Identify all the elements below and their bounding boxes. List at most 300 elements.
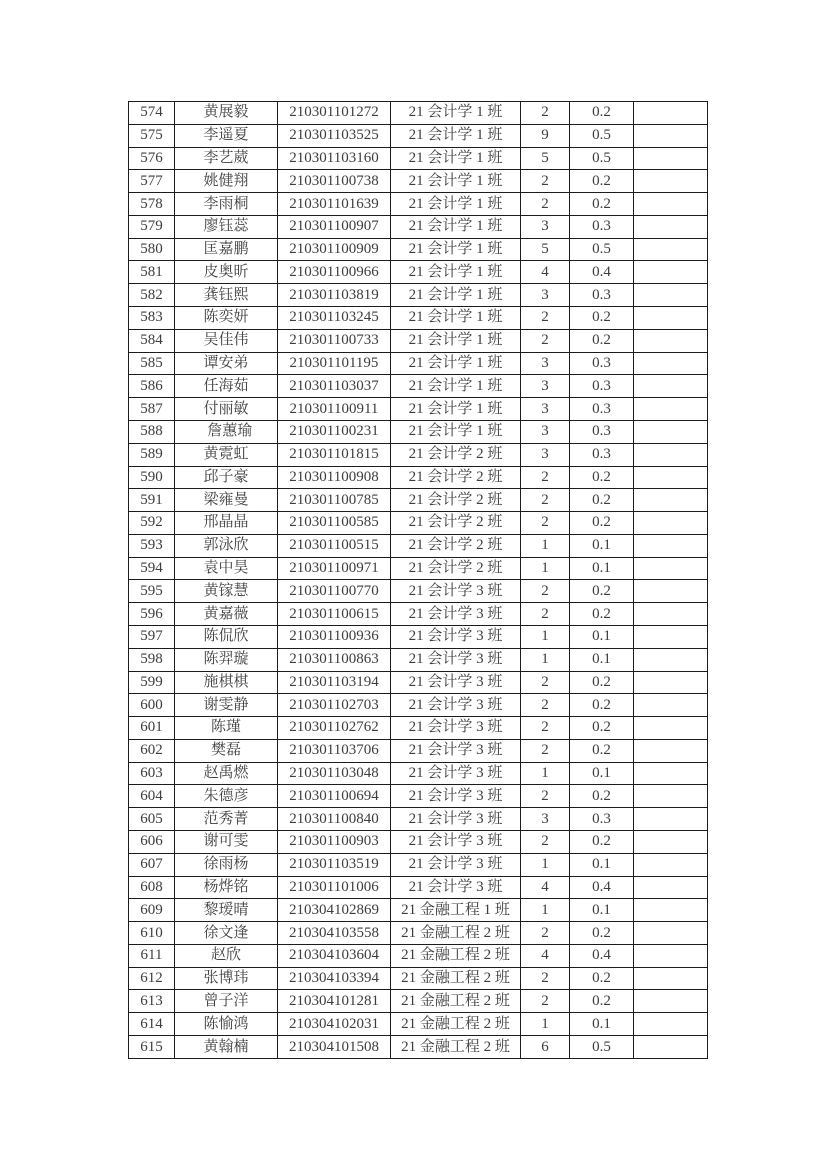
table-row: [129, 762, 708, 785]
cell-score: 0.2: [570, 603, 634, 626]
cell-class: 21 会计学 2 班: [391, 443, 521, 466]
cell-score: 0.2: [570, 831, 634, 854]
cell-index: 595: [129, 580, 175, 603]
table-row: [129, 352, 708, 375]
cell-class: 21 会计学 1 班: [391, 147, 521, 170]
cell-student-id: 210301101006: [278, 876, 391, 899]
table-row: [129, 580, 708, 603]
table-row: [129, 534, 708, 557]
cell-name: 付丽敏: [175, 398, 278, 421]
cell-count: 3: [521, 808, 570, 831]
cell-count: 1: [521, 625, 570, 648]
cell-blank: [634, 443, 708, 466]
cell-name: 李雨桐: [175, 193, 278, 216]
cell-class: 21 会计学 1 班: [391, 398, 521, 421]
cell-blank: [634, 215, 708, 238]
cell-score: 0.1: [570, 762, 634, 785]
cell-student-id: 210301103160: [278, 147, 391, 170]
cell-score: 0.1: [570, 625, 634, 648]
table-row: [129, 990, 708, 1013]
cell-student-id: 210301103519: [278, 853, 391, 876]
cell-score: 0.2: [570, 466, 634, 489]
cell-score: 0.1: [570, 1013, 634, 1036]
cell-student-id: 210304103558: [278, 922, 391, 945]
cell-index: 612: [129, 967, 175, 990]
cell-index: 607: [129, 853, 175, 876]
cell-score: 0.4: [570, 876, 634, 899]
cell-index: 602: [129, 739, 175, 762]
cell-count: 2: [521, 466, 570, 489]
cell-count: 1: [521, 557, 570, 580]
cell-count: 2: [521, 739, 570, 762]
cell-name: 朱德彦: [175, 785, 278, 808]
cell-count: 2: [521, 580, 570, 603]
cell-name: 范秀菁: [175, 808, 278, 831]
cell-name: 邱子豪: [175, 466, 278, 489]
cell-count: 2: [521, 170, 570, 193]
cell-score: 0.2: [570, 990, 634, 1013]
table-row: [129, 648, 708, 671]
table-row: [129, 193, 708, 216]
cell-score: 0.2: [570, 512, 634, 535]
cell-score: 0.5: [570, 147, 634, 170]
table-row: [129, 831, 708, 854]
cell-blank: [634, 398, 708, 421]
cell-name: 黄嘉薇: [175, 603, 278, 626]
cell-name: 陈愉鸿: [175, 1013, 278, 1036]
cell-blank: [634, 625, 708, 648]
cell-name: 杨烨铭: [175, 876, 278, 899]
cell-blank: [634, 352, 708, 375]
cell-class: 21 会计学 3 班: [391, 603, 521, 626]
cell-index: 578: [129, 193, 175, 216]
cell-name: 梁雍曼: [175, 489, 278, 512]
cell-student-id: 210301102703: [278, 694, 391, 717]
cell-student-id: 210301103245: [278, 307, 391, 330]
cell-student-id: 210304102031: [278, 1013, 391, 1036]
cell-class: 21 会计学 1 班: [391, 102, 521, 125]
cell-name: 龚钰熙: [175, 284, 278, 307]
cell-score: 0.2: [570, 694, 634, 717]
table-row: [129, 922, 708, 945]
cell-index: 592: [129, 512, 175, 535]
cell-name: 詹蕙瑜: [175, 420, 278, 443]
cell-count: 5: [521, 147, 570, 170]
cell-score: 0.4: [570, 944, 634, 967]
cell-name: 黄霓虹: [175, 443, 278, 466]
cell-index: 575: [129, 124, 175, 147]
cell-index: 605: [129, 808, 175, 831]
cell-class: 21 会计学 3 班: [391, 580, 521, 603]
table-row: [129, 671, 708, 694]
cell-count: 2: [521, 831, 570, 854]
cell-student-id: 210304103394: [278, 967, 391, 990]
cell-name: 樊磊: [175, 739, 278, 762]
cell-blank: [634, 990, 708, 1013]
cell-score: 0.2: [570, 102, 634, 125]
cell-score: 0.2: [570, 329, 634, 352]
cell-student-id: 210301101195: [278, 352, 391, 375]
cell-student-id: 210301100907: [278, 215, 391, 238]
cell-blank: [634, 1013, 708, 1036]
cell-student-id: 210301100694: [278, 785, 391, 808]
table-row: [129, 443, 708, 466]
cell-index: 606: [129, 831, 175, 854]
cell-blank: [634, 124, 708, 147]
table-row: [129, 808, 708, 831]
cell-score: 0.5: [570, 124, 634, 147]
cell-name: 徐雨杨: [175, 853, 278, 876]
cell-class: 21 会计学 3 班: [391, 739, 521, 762]
table-row: [129, 398, 708, 421]
cell-blank: [634, 808, 708, 831]
cell-class: 21 会计学 1 班: [391, 193, 521, 216]
table-row: [129, 853, 708, 876]
cell-class: 21 会计学 1 班: [391, 329, 521, 352]
cell-student-id: 210301101639: [278, 193, 391, 216]
cell-student-id: 210304103604: [278, 944, 391, 967]
cell-student-id: 210301103525: [278, 124, 391, 147]
cell-score: 0.1: [570, 557, 634, 580]
cell-blank: [634, 876, 708, 899]
cell-count: 3: [521, 375, 570, 398]
cell-blank: [634, 671, 708, 694]
cell-class: 21 金融工程 2 班: [391, 944, 521, 967]
cell-blank: [634, 580, 708, 603]
table-row: [129, 625, 708, 648]
table-row: [129, 170, 708, 193]
cell-score: 0.5: [570, 1036, 634, 1059]
cell-index: 615: [129, 1036, 175, 1059]
cell-count: 1: [521, 853, 570, 876]
table-row: [129, 238, 708, 261]
table-row: [129, 1013, 708, 1036]
cell-student-id: 210301100840: [278, 808, 391, 831]
cell-count: 9: [521, 124, 570, 147]
cell-blank: [634, 534, 708, 557]
cell-class: 21 会计学 1 班: [391, 261, 521, 284]
cell-name: 谭安弟: [175, 352, 278, 375]
table-row: [129, 102, 708, 125]
cell-student-id: 210301100936: [278, 625, 391, 648]
cell-name: 陈瑾: [175, 717, 278, 740]
cell-blank: [634, 193, 708, 216]
cell-index: 594: [129, 557, 175, 580]
cell-student-id: 210301103706: [278, 739, 391, 762]
cell-name: 廖钰蕊: [175, 215, 278, 238]
cell-name: 谢可雯: [175, 831, 278, 854]
table-row: [129, 967, 708, 990]
cell-index: 582: [129, 284, 175, 307]
cell-blank: [634, 420, 708, 443]
cell-blank: [634, 147, 708, 170]
cell-student-id: 210301100785: [278, 489, 391, 512]
cell-student-id: 210301100733: [278, 329, 391, 352]
cell-blank: [634, 329, 708, 352]
cell-count: 2: [521, 603, 570, 626]
cell-index: 574: [129, 102, 175, 125]
cell-blank: [634, 648, 708, 671]
cell-student-id: 210301103194: [278, 671, 391, 694]
cell-class: 21 金融工程 2 班: [391, 1036, 521, 1059]
cell-blank: [634, 762, 708, 785]
cell-student-id: 210304101281: [278, 990, 391, 1013]
cell-count: 2: [521, 307, 570, 330]
cell-class: 21 会计学 2 班: [391, 534, 521, 557]
cell-student-id: 210301103819: [278, 284, 391, 307]
table-row: [129, 739, 708, 762]
cell-name: 陈羿璇: [175, 648, 278, 671]
cell-student-id: 210301103048: [278, 762, 391, 785]
cell-blank: [634, 557, 708, 580]
cell-index: 581: [129, 261, 175, 284]
cell-count: 2: [521, 671, 570, 694]
cell-name: 赵禹燃: [175, 762, 278, 785]
table-row: [129, 147, 708, 170]
student-table-body: [129, 102, 708, 1059]
cell-name: 黄镓慧: [175, 580, 278, 603]
cell-blank: [634, 170, 708, 193]
cell-class: 21 会计学 3 班: [391, 694, 521, 717]
table-row: [129, 717, 708, 740]
cell-index: 598: [129, 648, 175, 671]
cell-class: 21 会计学 1 班: [391, 215, 521, 238]
cell-student-id: 210301100738: [278, 170, 391, 193]
cell-score: 0.2: [570, 739, 634, 762]
cell-index: 601: [129, 717, 175, 740]
cell-index: 596: [129, 603, 175, 626]
cell-score: 0.3: [570, 420, 634, 443]
table-row: [129, 603, 708, 626]
cell-blank: [634, 238, 708, 261]
table-row: [129, 489, 708, 512]
cell-count: 4: [521, 944, 570, 967]
cell-index: 611: [129, 944, 175, 967]
cell-class: 21 会计学 2 班: [391, 512, 521, 535]
cell-blank: [634, 853, 708, 876]
table-row: [129, 944, 708, 967]
cell-name: 陈奕妍: [175, 307, 278, 330]
cell-name: 施棋棋: [175, 671, 278, 694]
cell-name: 赵欣: [175, 944, 278, 967]
cell-blank: [634, 831, 708, 854]
cell-blank: [634, 717, 708, 740]
cell-name: 邢晶晶: [175, 512, 278, 535]
cell-blank: [634, 603, 708, 626]
cell-count: 2: [521, 785, 570, 808]
cell-class: 21 会计学 3 班: [391, 717, 521, 740]
cell-score: 0.1: [570, 853, 634, 876]
cell-blank: [634, 694, 708, 717]
cell-score: 0.3: [570, 375, 634, 398]
table-row: [129, 557, 708, 580]
cell-class: 21 金融工程 2 班: [391, 1013, 521, 1036]
cell-count: 1: [521, 1013, 570, 1036]
cell-class: 21 会计学 3 班: [391, 648, 521, 671]
cell-student-id: 210301100231: [278, 420, 391, 443]
cell-blank: [634, 284, 708, 307]
cell-class: 21 金融工程 2 班: [391, 990, 521, 1013]
cell-class: 21 会计学 3 班: [391, 876, 521, 899]
cell-student-id: 210301100615: [278, 603, 391, 626]
cell-score: 0.4: [570, 261, 634, 284]
cell-blank: [634, 375, 708, 398]
cell-score: 0.3: [570, 284, 634, 307]
cell-index: 608: [129, 876, 175, 899]
cell-class: 21 会计学 3 班: [391, 853, 521, 876]
cell-name: 黄翰楠: [175, 1036, 278, 1059]
cell-name: 陈侃欣: [175, 625, 278, 648]
cell-name: 匡嘉鹏: [175, 238, 278, 261]
cell-name: 张博玮: [175, 967, 278, 990]
cell-score: 0.2: [570, 170, 634, 193]
cell-student-id: 210301100585: [278, 512, 391, 535]
cell-student-id: 210301100770: [278, 580, 391, 603]
cell-count: 2: [521, 102, 570, 125]
cell-index: 597: [129, 625, 175, 648]
cell-score: 0.2: [570, 489, 634, 512]
cell-class: 21 会计学 1 班: [391, 238, 521, 261]
table-row: [129, 512, 708, 535]
cell-count: 6: [521, 1036, 570, 1059]
cell-score: 0.1: [570, 534, 634, 557]
cell-blank: [634, 899, 708, 922]
cell-class: 21 会计学 1 班: [391, 352, 521, 375]
cell-count: 3: [521, 215, 570, 238]
cell-student-id: 210301101815: [278, 443, 391, 466]
cell-blank: [634, 739, 708, 762]
cell-class: 21 会计学 3 班: [391, 671, 521, 694]
table-row: [129, 307, 708, 330]
cell-index: 599: [129, 671, 175, 694]
cell-score: 0.2: [570, 967, 634, 990]
cell-class: 21 金融工程 2 班: [391, 967, 521, 990]
cell-class: 21 会计学 1 班: [391, 124, 521, 147]
cell-class: 21 会计学 2 班: [391, 466, 521, 489]
cell-blank: [634, 944, 708, 967]
student-score-table: [128, 101, 708, 1059]
cell-blank: [634, 785, 708, 808]
table-row: [129, 261, 708, 284]
cell-score: 0.2: [570, 307, 634, 330]
cell-score: 0.3: [570, 352, 634, 375]
cell-index: 603: [129, 762, 175, 785]
table-row: [129, 694, 708, 717]
cell-class: 21 会计学 1 班: [391, 420, 521, 443]
cell-count: 3: [521, 398, 570, 421]
cell-index: 604: [129, 785, 175, 808]
cell-student-id: 210301102762: [278, 717, 391, 740]
cell-score: 0.2: [570, 193, 634, 216]
cell-name: 黄展毅: [175, 102, 278, 125]
cell-score: 0.2: [570, 922, 634, 945]
cell-score: 0.1: [570, 899, 634, 922]
cell-count: 4: [521, 261, 570, 284]
cell-name: 徐文逢: [175, 922, 278, 945]
cell-count: 2: [521, 967, 570, 990]
cell-index: 600: [129, 694, 175, 717]
table-row: [129, 329, 708, 352]
cell-class: 21 会计学 3 班: [391, 625, 521, 648]
cell-score: 0.1: [570, 648, 634, 671]
cell-score: 0.3: [570, 398, 634, 421]
cell-index: 609: [129, 899, 175, 922]
cell-class: 21 会计学 3 班: [391, 762, 521, 785]
cell-name: 李艺葳: [175, 147, 278, 170]
cell-class: 21 会计学 3 班: [391, 785, 521, 808]
cell-count: 3: [521, 420, 570, 443]
cell-count: 2: [521, 990, 570, 1013]
cell-student-id: 210301100515: [278, 534, 391, 557]
cell-count: 4: [521, 876, 570, 899]
cell-score: 0.2: [570, 580, 634, 603]
cell-count: 2: [521, 717, 570, 740]
cell-class: 21 金融工程 2 班: [391, 922, 521, 945]
cell-student-id: 210301101272: [278, 102, 391, 125]
table-row: [129, 785, 708, 808]
cell-count: 1: [521, 899, 570, 922]
cell-student-id: 210301100966: [278, 261, 391, 284]
cell-name: 皮奥昕: [175, 261, 278, 284]
cell-name: 曾子洋: [175, 990, 278, 1013]
cell-score: 0.3: [570, 443, 634, 466]
cell-name: 袁中昊: [175, 557, 278, 580]
cell-count: 2: [521, 193, 570, 216]
cell-class: 21 会计学 1 班: [391, 307, 521, 330]
cell-index: 591: [129, 489, 175, 512]
cell-student-id: 210301100911: [278, 398, 391, 421]
table-row: [129, 124, 708, 147]
cell-student-id: 210301100908: [278, 466, 391, 489]
cell-name: 姚健翔: [175, 170, 278, 193]
cell-student-id: 210301100971: [278, 557, 391, 580]
cell-count: 1: [521, 534, 570, 557]
cell-name: 郭泳欣: [175, 534, 278, 557]
table-row: [129, 876, 708, 899]
cell-name: 李遥夏: [175, 124, 278, 147]
cell-index: 577: [129, 170, 175, 193]
cell-class: 21 会计学 1 班: [391, 284, 521, 307]
cell-index: 590: [129, 466, 175, 489]
table-row: [129, 215, 708, 238]
cell-score: 0.3: [570, 215, 634, 238]
cell-index: 580: [129, 238, 175, 261]
cell-name: 任海茹: [175, 375, 278, 398]
cell-count: 3: [521, 352, 570, 375]
cell-count: 2: [521, 512, 570, 535]
table-row: [129, 466, 708, 489]
cell-count: 2: [521, 489, 570, 512]
cell-index: 585: [129, 352, 175, 375]
cell-index: 576: [129, 147, 175, 170]
table-row: [129, 899, 708, 922]
cell-student-id: 210304101508: [278, 1036, 391, 1059]
cell-name: 黎瑷晴: [175, 899, 278, 922]
cell-index: 587: [129, 398, 175, 421]
table-row: [129, 284, 708, 307]
cell-count: 2: [521, 329, 570, 352]
cell-class: 21 会计学 1 班: [391, 375, 521, 398]
cell-blank: [634, 261, 708, 284]
cell-class: 21 会计学 3 班: [391, 808, 521, 831]
cell-score: 0.3: [570, 808, 634, 831]
cell-count: 3: [521, 284, 570, 307]
cell-score: 0.2: [570, 785, 634, 808]
cell-index: 588: [129, 420, 175, 443]
cell-blank: [634, 466, 708, 489]
cell-class: 21 会计学 3 班: [391, 831, 521, 854]
cell-score: 0.2: [570, 717, 634, 740]
